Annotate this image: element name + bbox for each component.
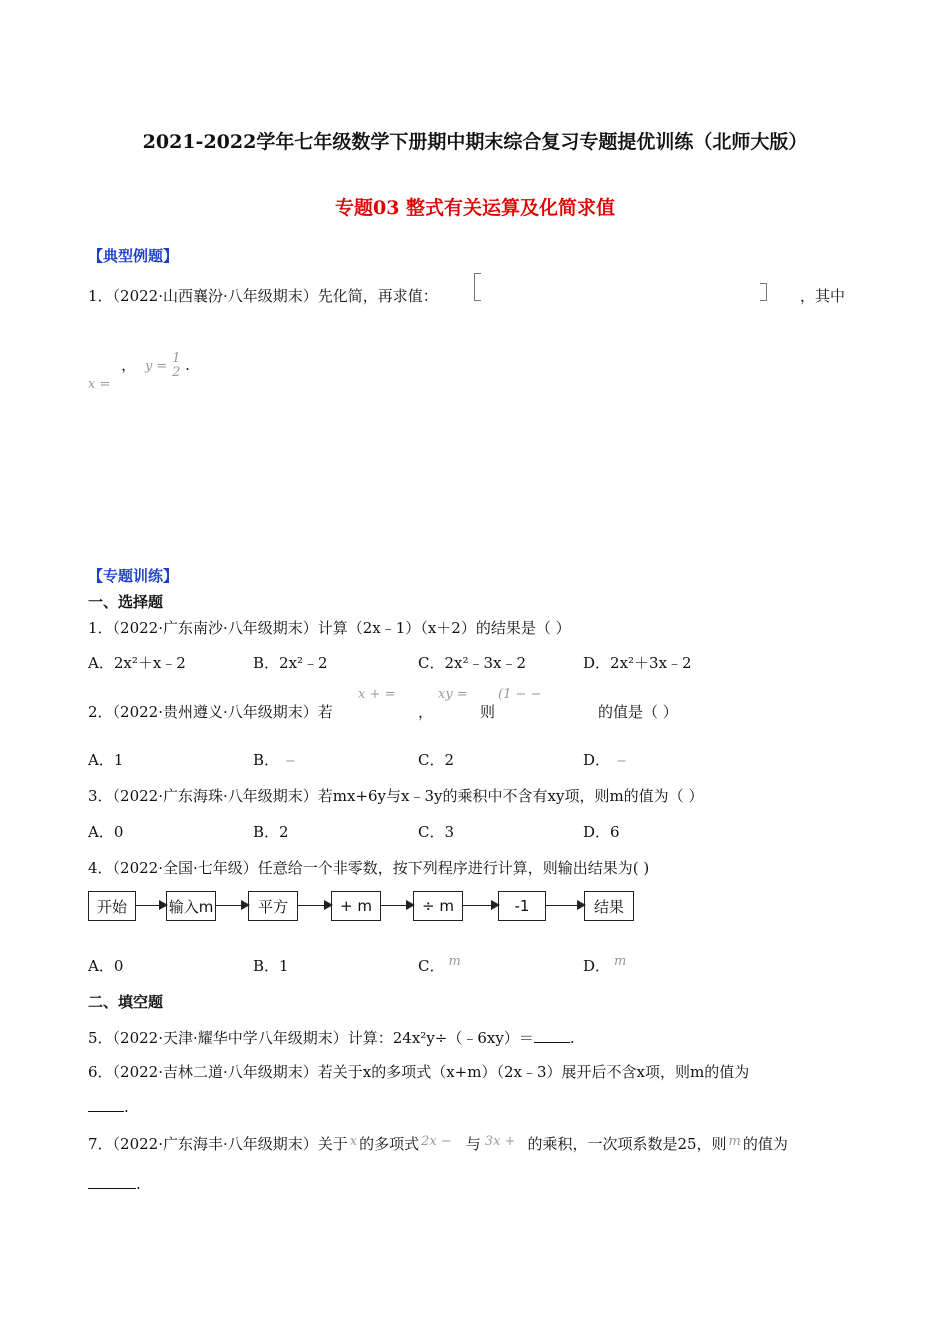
q3-option-a[interactable]: A．0 xyxy=(88,823,124,841)
training-section-tag: 【专题训练】 xyxy=(88,567,179,585)
example-section-tag: 【典型例题】 xyxy=(88,247,179,265)
training-question-5: 5．（2022·天津·耀华中学八年级期末）计算：24x²y÷（﹣6xy）＝ . xyxy=(88,1029,575,1047)
q3-option-c[interactable]: C．3 xyxy=(418,823,455,841)
q7-variable-x: x xyxy=(349,1134,358,1149)
question-text: 计算：24x²y÷（﹣6xy）＝ xyxy=(347,1029,534,1047)
answer-blank[interactable] xyxy=(88,1174,136,1189)
q2-question-tail: 的值是（ ） xyxy=(598,703,678,721)
question-number: 1． xyxy=(88,619,113,637)
q7-answer-line: . xyxy=(88,1174,141,1193)
flow-arrow xyxy=(136,905,166,906)
question-text: 若关于x的多项式（x+m）（2x﹣3）展开后不含x项，则m的值为 xyxy=(317,1063,750,1081)
q4-option-d[interactable]: D． m xyxy=(583,954,627,975)
document-title: 2021-2022学年七年级数学下册期中期末综合复习专题提优训练（北师大版） xyxy=(142,131,808,153)
flow-result: 结果 xyxy=(584,891,634,921)
flow-square: 平方 xyxy=(248,891,298,921)
topic-subtitle: 专题03 整式有关运算及化简求值 xyxy=(334,197,616,219)
flow-arrow xyxy=(546,905,584,906)
question-text: 若mx+6y与x﹣3y的乘积中不含有xy项，则m的值为（ ） xyxy=(317,787,704,805)
q2-option-d-math: − xyxy=(616,754,627,769)
q2-option-a[interactable]: A．1 xyxy=(88,751,124,769)
answer-blank[interactable] xyxy=(88,1097,124,1112)
choice-section-heading: 一、选择题 xyxy=(88,593,164,611)
question-source: （2022·吉林二道·八年级期末） xyxy=(112,1063,318,1081)
training-question-3 xyxy=(88,785,703,806)
training-question-7: 7．（2022·广东海丰·八年级期末）关于 x 的多项式 2x − 与 3x + 的乘积，一次项系数是25，则 m 的值为 xyxy=(88,1134,788,1153)
example-question-1 xyxy=(88,285,438,306)
training-question-1 xyxy=(88,617,571,638)
question-number: 5． xyxy=(88,1029,113,1047)
question-number: 3． xyxy=(88,787,113,805)
flow-divide-m: ÷ m xyxy=(413,891,463,921)
q1-option-a[interactable]: A．2x²＋x﹣2 xyxy=(88,654,186,672)
question-number: 7． xyxy=(88,1135,113,1153)
question-tail: ，其中 xyxy=(800,287,846,305)
y-fraction xyxy=(172,352,180,380)
flow-add-m: + m xyxy=(331,891,381,921)
training-question-4 xyxy=(88,857,649,878)
q7-variable-m: m xyxy=(728,1134,741,1149)
flow-arrow xyxy=(216,905,248,906)
values-end: . xyxy=(185,356,190,374)
question-text: 关于 xyxy=(317,1135,348,1153)
flow-arrow xyxy=(381,905,413,906)
q2-expression-3: (1 − − xyxy=(498,687,542,702)
y-denominator: 2 xyxy=(172,365,181,380)
q3-option-d[interactable]: D．6 xyxy=(583,823,620,841)
question-source: （2022·山西襄汾·八年级期末） xyxy=(112,287,318,305)
question-text: 计算（2x﹣1）（x＋2）的结果是（ ） xyxy=(317,619,571,637)
q4-option-c-math: m xyxy=(448,954,461,969)
q4-option-c[interactable]: C． m xyxy=(418,954,461,975)
flow-start: 开始 xyxy=(88,891,136,921)
q3-option-b[interactable]: B．2 xyxy=(253,823,289,841)
y-value-label: y = xyxy=(144,359,168,374)
flow-input: 输入m xyxy=(166,891,216,921)
flow-arrow xyxy=(463,905,498,906)
answer-blank[interactable] xyxy=(534,1028,570,1043)
q2-expression-2: xy = xyxy=(438,687,468,702)
expression-left-bracket xyxy=(474,273,481,301)
q2-then: 则 xyxy=(480,703,496,721)
fill-section-heading: 二、填空题 xyxy=(88,993,164,1011)
y-numerator: 1 xyxy=(172,351,181,366)
q2-option-b[interactable]: B． − xyxy=(253,751,296,769)
flow-minus-one: -1 xyxy=(498,891,546,921)
q2-option-d[interactable]: D． − xyxy=(583,751,627,769)
question-text: 若 xyxy=(317,703,333,721)
q7-polynomial-2: 3x + xyxy=(484,1134,516,1149)
q4-option-d-math: m xyxy=(614,954,627,969)
q4-option-b[interactable]: B．1 xyxy=(253,957,289,975)
question-source: （2022·贵州遵义·八年级期末） xyxy=(112,703,318,721)
q2-option-c[interactable]: C．2 xyxy=(418,751,455,769)
training-question-6 xyxy=(88,1061,749,1082)
q4-option-a[interactable]: A．0 xyxy=(88,957,124,975)
q1-option-c[interactable]: C．2x²﹣3x﹣2 xyxy=(418,654,527,672)
q2-expression-1: x + = xyxy=(358,687,396,702)
q2-option-b-math: − xyxy=(285,754,296,769)
expression-right-bracket xyxy=(760,283,767,301)
q2-comma: ， xyxy=(418,703,434,721)
question-source: （2022·广东海丰·八年级期末） xyxy=(112,1135,318,1153)
question-number: 6． xyxy=(88,1063,113,1081)
q7-polynomial-1: 2x − xyxy=(421,1134,452,1149)
question-number: 4． xyxy=(88,859,113,877)
q1-option-b[interactable]: B．2x²﹣2 xyxy=(253,654,328,672)
x-value-label: x = xyxy=(88,377,111,392)
question-source: （2022·全国·七年级） xyxy=(112,859,258,877)
question-source: （2022·广东海珠·八年级期末） xyxy=(112,787,318,805)
example-values xyxy=(88,351,190,392)
question-number: 2． xyxy=(88,703,113,721)
flow-arrow xyxy=(298,905,331,906)
training-question-2 xyxy=(88,701,333,722)
q1-option-d[interactable]: D．2x²＋3x﹣2 xyxy=(583,654,692,672)
question-source: （2022·天津·耀华中学八年级期末） xyxy=(112,1029,348,1047)
question-number: 1． xyxy=(88,287,113,305)
question-source: （2022·广东南沙·八年级期末） xyxy=(112,619,318,637)
q6-answer-line: . xyxy=(88,1097,129,1116)
values-comma: ， xyxy=(121,356,137,374)
question-text: 任意给一个非零数，按下列程序进行计算，则输出结果为( ) xyxy=(257,859,650,877)
question-text: 先化简，再求值： xyxy=(317,287,438,305)
